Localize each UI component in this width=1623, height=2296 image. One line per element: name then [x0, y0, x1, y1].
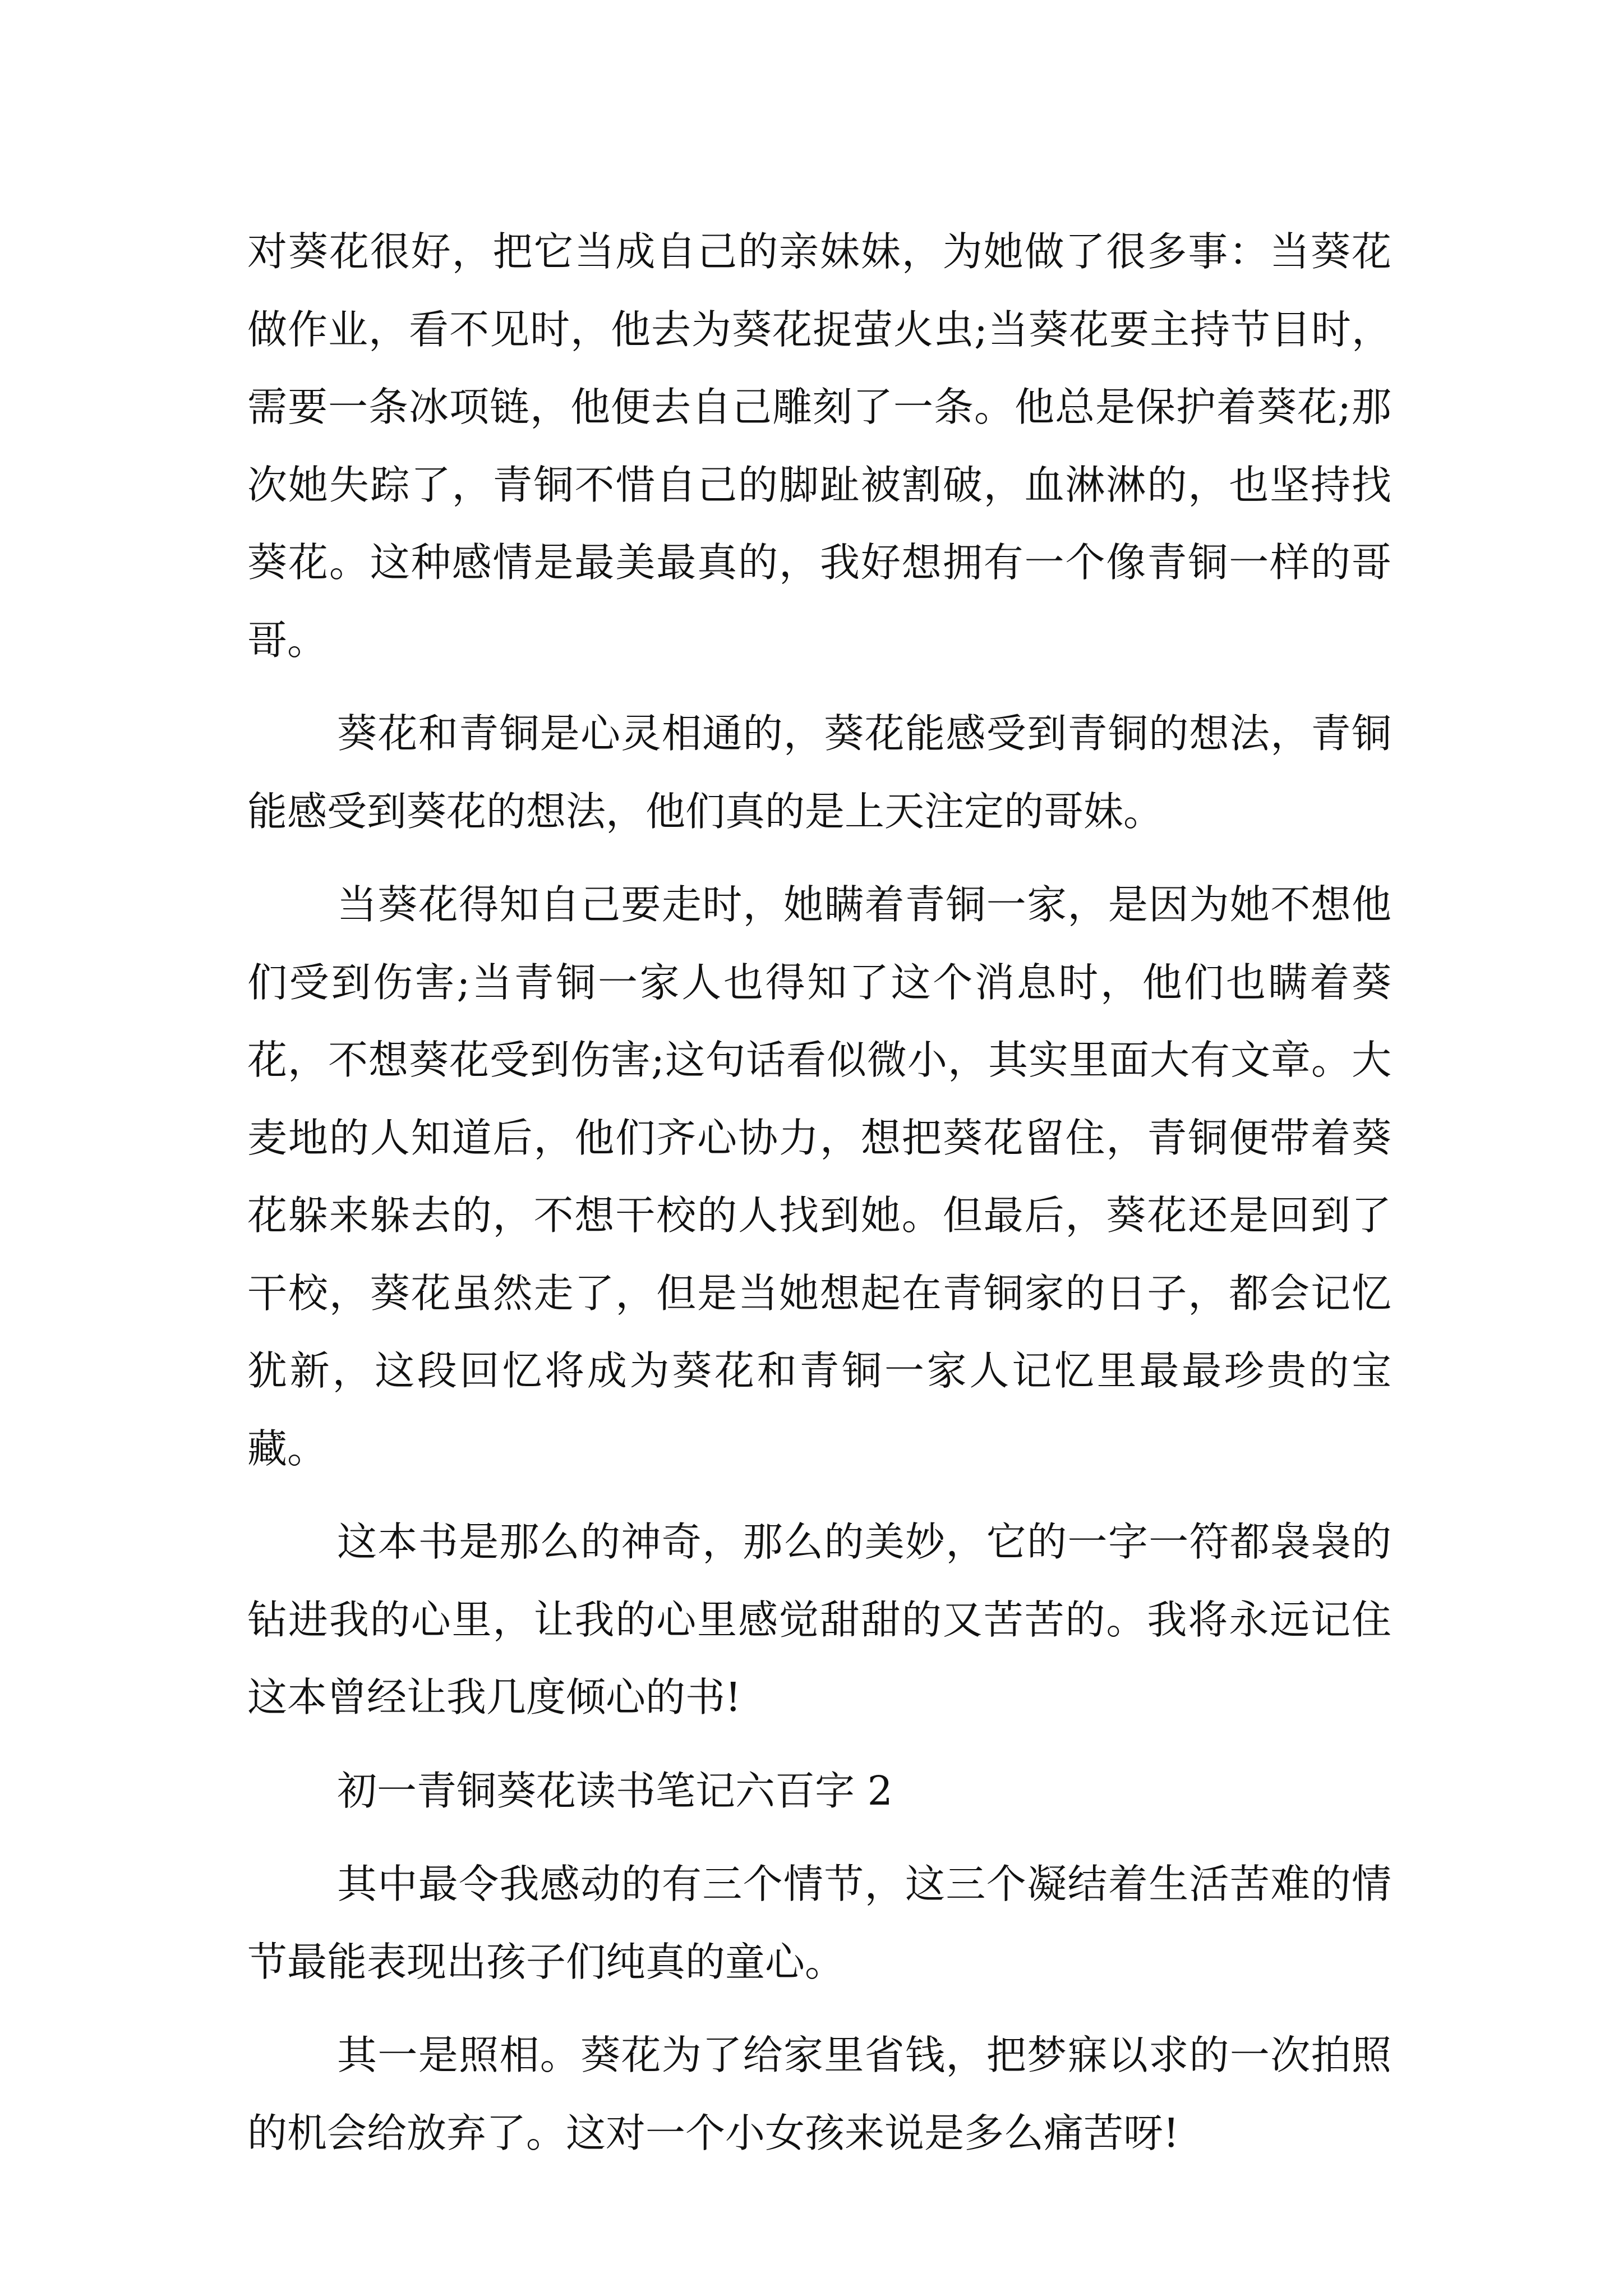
paragraph: 当葵花得知自己要走时，她瞒着青铜一家，是因为她不想他们受到伤害;当青铜一家人也得知了这个消息时，他们也瞒着葵花，不想葵花受到伤害;这句话看似微小，其实里面大有文章。大麦地的人知道后，他们齐心协力，想把葵花留住，青铜便带着葵花躲来躲去的，不想干校的人找到她。但最后，葵花还是回到了干校，葵花虽然走了，但是当她想起在青铜家的日子，都会记忆犹新，这段回忆将成为葵花和青铜一家人记忆里最最珍贵的宝藏。: [247, 881, 1391, 1472]
section-heading: 初一青铜葵花读书笔记六百字 2: [337, 1767, 893, 1814]
paragraph: 对葵花很好，把它当成自己的亲妹妹，为她做了很多事：当葵花做作业，看不见时，他去为葵花捉萤火虫;当葵花要主持节目时，需要一条冰项链，他便去自己雕刻了一条。他总是保护着葵花;那次她失踪了，青铜不惜自己的脚趾被割破，血淋淋的，也坚持找葵花。这种感情是最美最真的，我好想拥有一个像青铜一样的哥哥。: [247, 228, 1391, 664]
paragraph: 葵花和青铜是心灵相通的，葵花能感受到青铜的想法，青铜能感受到葵花的想法，他们真的是上天注定的哥妹。: [247, 710, 1391, 835]
paragraph: 其中最令我感动的有三个情节，这三个凝结着生活苦难的情节最能表现出孩子们纯真的童心。: [247, 1861, 1391, 1985]
paragraph: 其一是照相。葵花为了给家里省钱，把梦寐以求的一次拍照的机会给放弃了。这对一个小女孩来说是多么痛苦呀!: [247, 2032, 1391, 2156]
paragraph: 这本书是那么的神奇，那么的美妙，它的一字一符都袅袅的钻进我的心里，让我的心里感觉甜甜的又苦苦的。我将永远记住这本曾经让我几度倾心的书!: [247, 1519, 1391, 1720]
document-body: [247, 213, 1391, 2188]
